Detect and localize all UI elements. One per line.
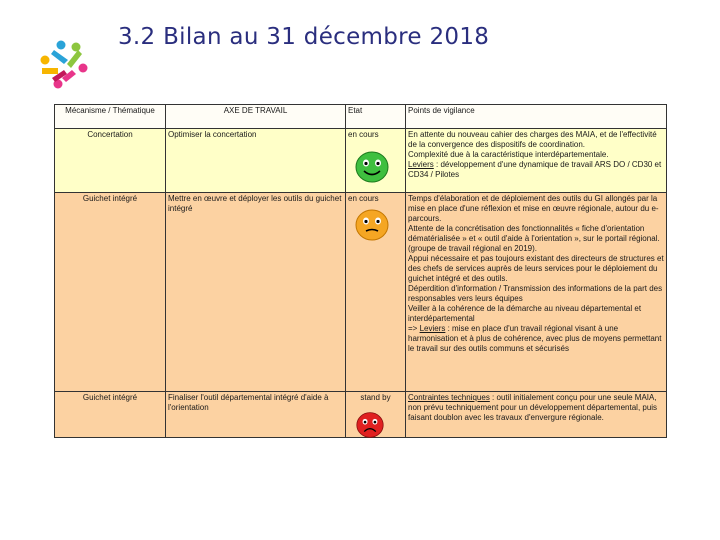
- note-line: Temps d'élaboration et de déploiement des outils du GI allongés par la mise en place d'une réflexion et mise en œuvre régionale, autour du e-parcours.: [408, 194, 659, 223]
- note-line: Veiller à la cohérence de la démarche au niveau départemental et interdépartemental: [408, 304, 642, 323]
- red-smiley-icon: [354, 411, 386, 439]
- lever-text: : mise en place d'un travail régional visant à une harmonisation et à plus de cohérence, avec plus de moyens permettant le travail sur des outils communs et sécurisés: [408, 324, 662, 353]
- note-line: Déperdition d'information / Transmission des informations de la part des responsables vers leurs équipes: [408, 284, 663, 303]
- green-smiley-icon: [354, 150, 390, 184]
- lever-text: : développement d'une dynamique de travail ARS DO / CD30 et CD34 / Pilotes: [408, 160, 662, 179]
- table-header-row: [55, 105, 667, 129]
- etat-text: en cours: [348, 194, 379, 203]
- header-etat: Etat: [346, 105, 406, 129]
- cell-vigilance: [406, 193, 667, 392]
- smiley-face: [356, 152, 388, 182]
- smiley-face: [356, 210, 388, 240]
- cell-axe: Mettre en œuvre et déployer les outils du guichet intégré: [166, 193, 346, 392]
- cell-mecanisme: Concertation: [55, 129, 166, 193]
- lever-label: Leviers: [419, 324, 446, 333]
- note-line: En attente du nouveau cahier des charges des MAIA, et de l'effectivité de la convergence des dispositifs de coordination.: [408, 130, 657, 149]
- cell-mecanisme: Guichet intégré: [55, 392, 166, 438]
- header-mecanisme: Mécanisme / Thématique: [55, 105, 166, 129]
- status-table: [54, 104, 667, 438]
- cell-vigilance: [406, 392, 667, 438]
- cell-axe: Optimiser la concertation: [166, 129, 346, 193]
- constraint-text: : outil initialement conçu pour une seule MAIA, non prévu techniquement pour un développement départemental, puis faisant doublon avec les travaux d'envergure régionale.: [408, 393, 658, 422]
- constraint-line: [408, 393, 664, 423]
- note-line: Appui nécessaire et pas toujours existant des directeurs de structures et des chefs de services auprès de leurs services pour le déploiement du guichet intégré et des outils.: [408, 254, 664, 283]
- table-row: [55, 392, 667, 438]
- header-vigilance: Points de vigilance: [406, 105, 667, 129]
- header-axe: AXE DE TRAVAIL: [166, 105, 346, 129]
- cell-etat: [346, 193, 406, 392]
- lever-prefix: =>: [408, 324, 420, 333]
- organization-logo: [38, 38, 90, 90]
- note-line: Complexité due à la caractéristique interdépartementale.: [408, 150, 609, 159]
- cell-axe: Finaliser l'outil départemental intégré d'aide à l'orientation: [166, 392, 346, 438]
- table-row: [55, 193, 667, 392]
- constraint-label: Contraintes techniques: [408, 393, 490, 402]
- etat-text: stand by: [360, 393, 391, 402]
- table-row: [55, 129, 667, 193]
- cell-vigilance: [406, 129, 667, 193]
- lever-line: [408, 160, 664, 180]
- etat-text: en cours: [348, 130, 379, 139]
- smiley-face: [357, 413, 383, 438]
- cell-etat: [346, 392, 406, 438]
- lever-label: Leviers: [408, 160, 434, 169]
- cell-etat: [346, 129, 406, 193]
- cell-mecanisme: Guichet intégré: [55, 193, 166, 392]
- lever-line: [408, 324, 664, 354]
- orange-smiley-icon: [354, 208, 390, 242]
- note-line: Attente de la concrétisation des fonctionnalités « fiche d'orientation dématérialisée » et « outil d'aide à l'orientation », sur le portail régional. (groupe de travail régional en 2019).: [408, 224, 660, 253]
- slide-title: 3.2 Bilan au 31 décembre 2018: [118, 24, 490, 50]
